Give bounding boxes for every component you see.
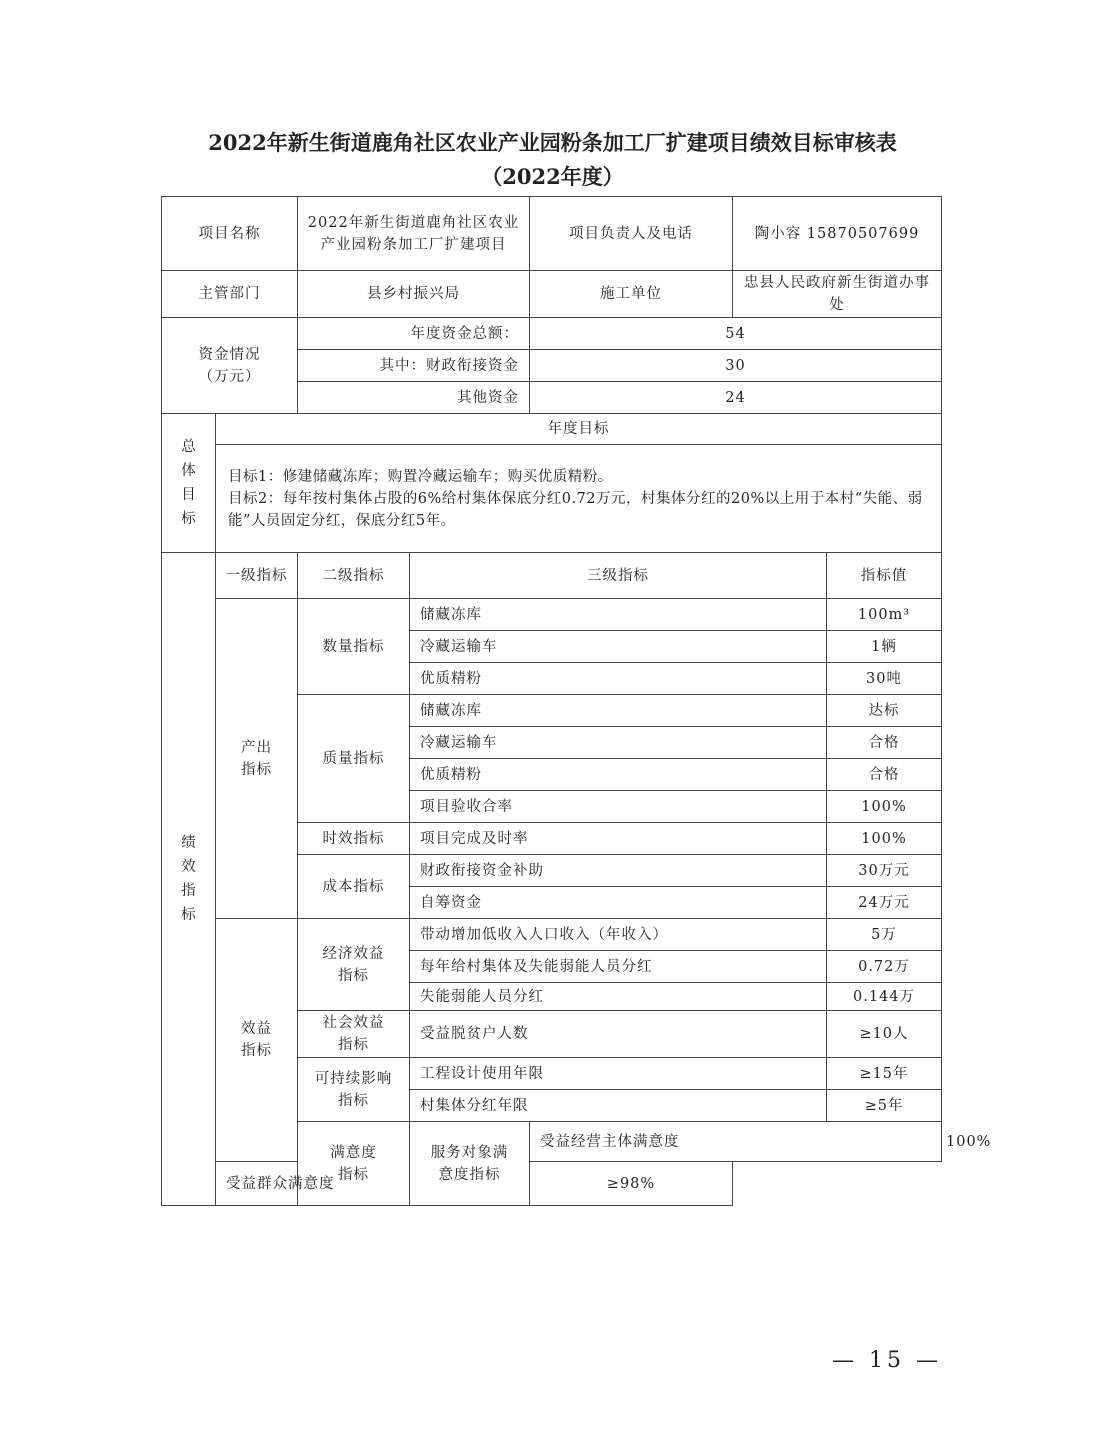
level1-header: 一级指标 [216,553,298,599]
indicator-value: 达标 [827,695,942,727]
funds-label-line2: （万元） [198,368,261,385]
goals-content [216,445,942,553]
funds-other-label: 其他资金 [298,382,530,414]
funds-total-row [162,318,942,350]
table-row [162,599,942,631]
indicator-name: 项目完成及时率 [410,823,827,855]
document-title: 2022年新生街道鹿角社区农业产业园粉条加工厂扩建项目绩效目标审核表 [208,130,897,155]
value-header: 指标值 [827,553,942,599]
funds-total-label: 年度资金总额： [298,318,530,350]
sustainable-label [298,1058,410,1122]
indicator-value: 0.72万 [827,951,942,983]
benefit-label-text: 效益指标 [240,1021,272,1059]
indicator-value: 100m³ [827,599,942,631]
indicator-name: 受益脱贫户人数 [410,1011,827,1058]
social-label [298,1011,410,1058]
indicator-name: 失能弱能人员分红 [410,983,827,1011]
indicator-value: 5万 [827,919,942,951]
builder-value: 忠县人民政府新生街道办事处 [733,271,942,318]
indicator-value: 合格 [827,759,942,791]
indicator-name: 受益经营主体满意度 [530,1122,942,1162]
level3-header: 三级指标 [410,553,827,599]
indicator-value: 100% [827,791,942,823]
funds-other-value: 24 [530,382,942,414]
indicators-label [162,553,216,1206]
document-subtitle: （2022年度） [481,164,624,189]
indicator-name: 村集体分红年限 [410,1090,827,1122]
indicator-header-row [162,553,942,599]
indicator-name: 项目验收合率 [410,791,827,823]
funds-fiscal-value: 30 [530,350,942,382]
project-name-value: 2022年新生街道鹿角社区农业产业园粉条加工厂扩建项目 [298,197,530,271]
performance-target-table [161,196,992,1206]
funds-label-line1: 资金情况 [198,346,261,363]
level2-header: 二级指标 [298,553,410,599]
output-label-text: 产出指标 [240,739,272,778]
indicator-name: 受益群众满意度 [216,1162,530,1206]
table-row [162,1162,942,1206]
indicator-value: 0.144万 [827,983,942,1011]
table-row: 满意度指标 服务对象满意度指标 受益经营主体满意度 100% [162,1122,942,1162]
goals-label [162,414,216,553]
indicator-name: 储藏冻库 [410,599,827,631]
project-manager-label: 项目负责人及电话 [530,197,733,271]
indicator-name: 优质精粉 [410,759,827,791]
indicator-value: ≥98% [530,1162,733,1206]
quality-label: 质量指标 [298,695,410,823]
department-value: 县乡村振兴局 [298,271,530,318]
table-row [162,919,942,951]
department-row [162,271,942,318]
indicator-value: ≥5年 [827,1090,942,1122]
economic-label [298,919,410,1011]
department-label: 主管部门 [162,271,298,318]
indicator-name: 冷藏运输车 [410,631,827,663]
goals-label-text: 总体目标 [181,439,196,527]
indicator-name: 自筹资金 [410,887,827,919]
indicator-name: 每年给村集体及失能弱能人员分红 [410,951,827,983]
sustainable-label-text: 可持续影响指标 [314,1070,393,1109]
indicator-value: 30万元 [827,855,942,887]
goals-header: 年度目标 [216,414,942,445]
funds-label [162,318,298,414]
cost-label: 成本指标 [298,855,410,919]
indicator-value: 1辆 [827,631,942,663]
indicator-name: 冷藏运输车 [410,727,827,759]
page-number: — 15 — [832,1348,942,1373]
indicator-name: 储藏冻库 [410,695,827,727]
indicator-value: 100% [827,823,942,855]
project-row [162,197,942,271]
project-name-label: 项目名称 [162,197,298,271]
goal-1: 目标1：修建储藏冻库；购置冷藏运输车；购买优质精粉。 [228,468,613,485]
satisfaction-label-text: 满意度指标 [330,1144,377,1183]
indicator-name: 财政衔接资金补助 [410,855,827,887]
service-satisfaction-label-text: 服务对象满意度指标 [430,1144,509,1183]
indicator-value: 合格 [827,727,942,759]
indicator-name: 工程设计使用年限 [410,1058,827,1090]
funds-fiscal-label: 其中：财政衔接资金 [298,350,530,382]
indicator-name: 优质精粉 [410,663,827,695]
goals-header-row [162,414,942,445]
goals-content-row [162,445,942,553]
economic-label-text: 经济效益指标 [322,945,385,984]
builder-label: 施工单位 [530,271,733,318]
output-label [216,599,298,919]
indicator-name: 带动增加低收入人口收入（年收入） [410,919,827,951]
quantity-label: 数量指标 [298,599,410,695]
indicator-value: ≥15年 [827,1058,942,1090]
funds-total-value: 54 [530,318,942,350]
indicators-label-text: 绩效指标 [181,835,196,923]
goal-2: 目标2：每年按村集体占股的6%给村集体保底分红0.72万元，村集体分红的20%以上用于本村“失能、弱能”人员固定分红，保底分红5年。 [228,490,923,529]
benefit-label [216,919,298,1162]
timeliness-label: 时效指标 [298,823,410,855]
social-label-text: 社会效益指标 [322,1015,385,1053]
indicator-value: 24万元 [827,887,942,919]
indicator-value: 30吨 [827,663,942,695]
project-manager-value: 陶小容 15870507699 [733,197,942,271]
indicator-value: ≥10人 [827,1011,942,1058]
